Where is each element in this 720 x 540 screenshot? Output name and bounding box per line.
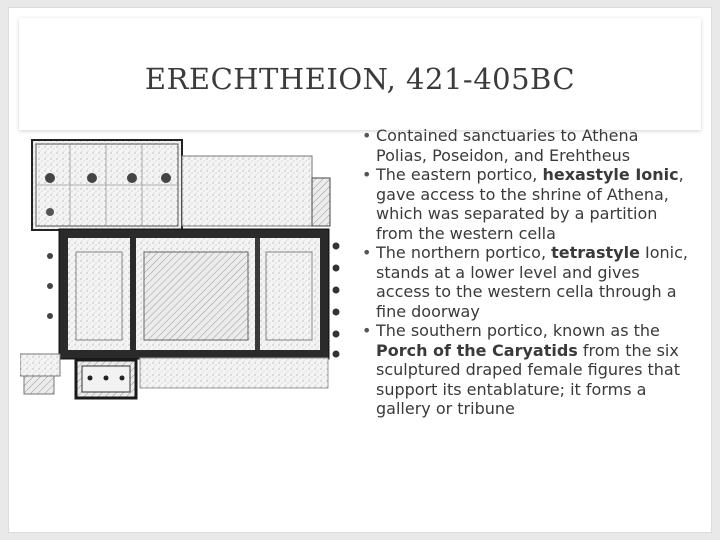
floor-plan-image xyxy=(20,128,345,410)
bullet-item: • The northern portico, tetrastyle Ionic, stands at a lower level and gives access to the western cella through a fine doorway xyxy=(360,243,690,321)
slide-title: ERECHTHEION, 421-405BC xyxy=(144,62,576,96)
title-band xyxy=(19,18,701,130)
bullet-item: • Contained sanctuaries to Athena Polias, Poseidon, and Erehtheus xyxy=(360,126,690,165)
bullet-list xyxy=(360,126,690,419)
bullet-item: • The southern portico, known as the Porch of the Caryatids from the six sculptured draped female figures that support its entablature; it forms a gallery or tribune xyxy=(360,321,690,419)
bullet-item: • The eastern portico, hexastyle Ionic, gave access to the shrine of Athena, which was separated by a partition from the western cella xyxy=(360,165,690,243)
